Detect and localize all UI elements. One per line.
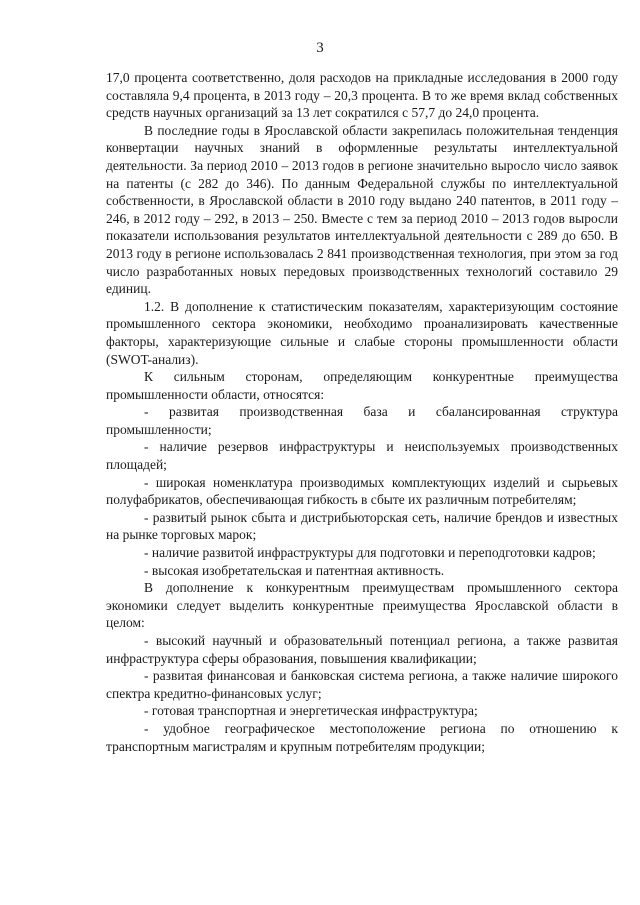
- paragraph: 17,0 процента соответственно, доля расходов на прикладные исследования в 2000 году составляла 9,4 процента, в 2013 году – 20,3 процента. В то же время вклад собственных средств научных организаций за 13 лет сократился с 57,7 до 24,0 процента.: [106, 70, 618, 121]
- paragraph: - удобное географическое местоположение региона по отношению к транспортным магистралям и крупным потребителям продукции;: [106, 720, 618, 754]
- document-body: [106, 69, 618, 755]
- page-number: 3: [316, 40, 324, 56]
- paragraph: В последние годы в Ярославской области закрепилась положительная тенденция конвертации научных знаний в оформленные результаты интеллектуальной деятельности. За период 2010 – 2013 годов в регионе значительно выросло число заявок на патенты (с 282 до 346). По данным Федеральной службы по интеллектуальной собственности, в Ярославской области в 2010 году выдано 240 патентов, в 2011 году – 246, в 2012 году – 292, в 2013 – 250. Вместе с тем за период 2010 – 2013 годов выросли показатели использования результатов интеллектуальной деятельности с 289 до 650. В 2013 году в регионе использовалась 2 841 производственная технология, при этом за год число разработанных новых передовых производственных технологий составило 29 единиц.: [106, 122, 618, 297]
- paragraph: - широкая номенклатура производимых комплектующих изделий и сырьевых полуфабрикатов, обеспечивающая гибкость в сбыте их различным потребителям;: [106, 474, 618, 508]
- paragraph: - готовая транспортная и энергетическая инфраструктура;: [144, 703, 478, 719]
- paragraph: К сильным сторонам, определяющим конкурентные преимущества промышленности области, относятся:: [106, 369, 618, 402]
- paragraph: - высокий научный и образовательный потенциал региона, а также развитая инфраструктура сферы образования, повышения квалификации;: [106, 633, 618, 666]
- paragraph: В дополнение к конкурентным преимуществам промышленного сектора экономики следует выделить конкурентные преимущества Ярославской области в целом:: [106, 580, 618, 631]
- paragraph: - наличие развитой инфраструктуры для подготовки и переподготовки кадров;: [144, 545, 596, 561]
- paragraph: 1.2. В дополнение к статистическим показателям, характеризующим состояние промышленного сектора экономики, необходимо проанализировать качественные факторы, характеризующие сильные и слабые стороны промышленности области (SWOT-анализ).: [106, 298, 618, 367]
- paragraph: - высокая изобретательская и патентная активность.: [144, 562, 445, 578]
- paragraph: - наличие резервов инфраструктуры и неиспользуемых производственных площадей;: [106, 439, 618, 473]
- paragraph: - развитый рынок сбыта и дистрибьюторская сеть, наличие брендов и известных на рынке торговых марок;: [106, 509, 618, 543]
- paragraph: - развитая производственная база и сбалансированная структура промышленности;: [106, 404, 618, 437]
- paragraph: - развитая финансовая и банковская система региона, а также наличие широкого спектра кредитно-финансовых услуг;: [106, 668, 618, 701]
